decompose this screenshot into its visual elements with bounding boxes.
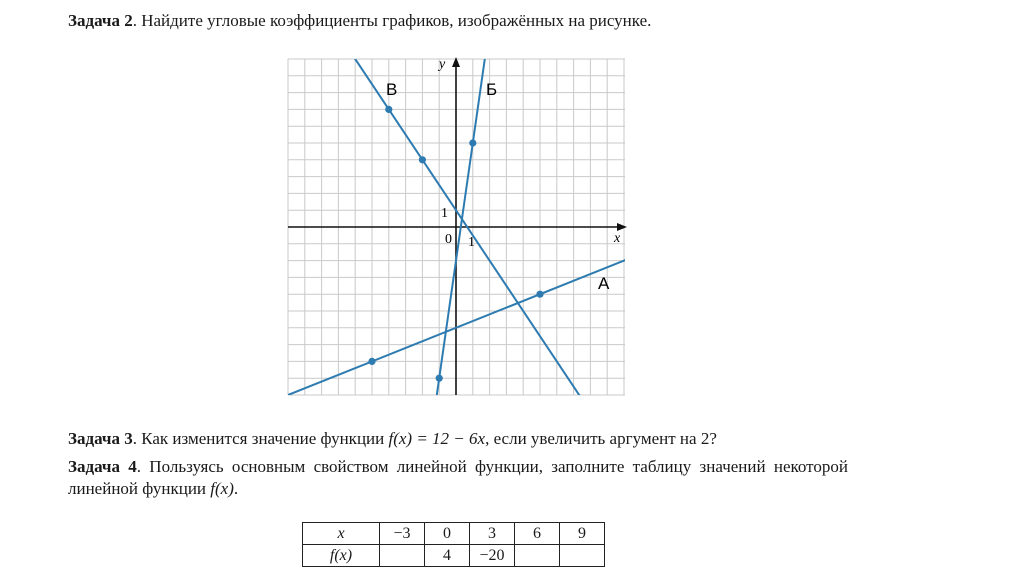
series-point [368, 358, 375, 365]
y-unit-label: 1 [441, 206, 448, 221]
table-cell: 6 [515, 523, 560, 545]
table-cell: −3 [380, 523, 425, 545]
y-axis-label: y [439, 57, 446, 72]
x-unit-label: 1 [468, 235, 475, 250]
line-label-b: Б [486, 80, 498, 99]
task-3-text [68, 428, 717, 450]
table-cell: 9 [560, 523, 605, 545]
table-row-fx [303, 545, 605, 567]
task-4-body: . Пользуясь основным свойством линейной функции, заполните таблицу значений некоторой линейной функции [68, 457, 848, 498]
table-cell: 4 [425, 545, 470, 567]
task-4-text [68, 456, 848, 500]
task-4-label: Задача 4 [68, 457, 137, 476]
table-cell: 0 [425, 523, 470, 545]
task-4-end: . [233, 479, 239, 498]
task-2-body: . Найдите угловые коэффициенты графиков, изображённых на рисунке. [132, 11, 652, 30]
line-label-c: В [386, 80, 398, 99]
task-4-formula: f(x) [210, 479, 234, 498]
series-point [419, 156, 426, 163]
table-head-fx: f(x) [303, 545, 380, 567]
task-3-formula: f(x) = 12 − 6x [388, 429, 486, 448]
table-head-x: x [303, 523, 380, 545]
x-axis-arrow-icon [617, 223, 627, 231]
task-2-label: Задача 2 [68, 11, 133, 30]
task-3-label: Задача 3 [68, 429, 133, 448]
table-row-x [303, 523, 605, 545]
task-3-tail: , если увеличить аргумент на 2? [485, 429, 717, 448]
series-point [536, 291, 543, 298]
series-point [436, 375, 443, 382]
table-cell [380, 545, 425, 567]
values-table [302, 522, 605, 567]
series-point [469, 139, 476, 146]
table-cell: 3 [470, 523, 515, 545]
table-cell [515, 545, 560, 567]
x-axis-label: x [614, 231, 621, 246]
table-cell: −20 [470, 545, 515, 567]
line-label-a: А [598, 274, 610, 293]
origin-label: 0 [445, 232, 452, 247]
table-cell [560, 545, 605, 567]
task-3-body: . Как изменится значение функции [132, 429, 389, 448]
series-point [385, 106, 392, 113]
